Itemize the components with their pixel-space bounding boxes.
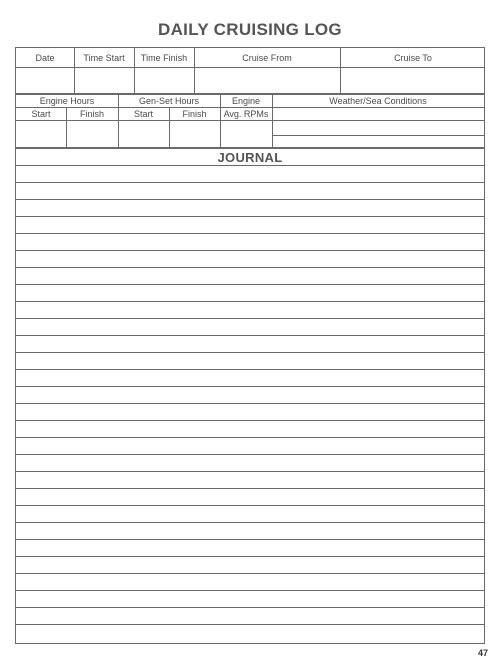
journal-line	[16, 318, 484, 319]
time-finish-header: Time Finish	[140, 53, 188, 63]
journal-line	[16, 233, 484, 234]
page-number: 47	[477, 648, 488, 658]
journal-line	[16, 607, 484, 608]
page-title: DAILY CRUISING LOG	[158, 20, 342, 39]
genset-finish-header: Finish	[182, 109, 207, 119]
time-start-header: Time Start	[83, 53, 125, 63]
date-header: Date	[35, 53, 55, 63]
journal-line	[16, 165, 484, 166]
journal-line	[16, 267, 484, 268]
avg-rpms-header: Avg. RPMs	[223, 109, 269, 119]
engine-table-divider	[16, 120, 484, 121]
cruise-from-header: Cruise From	[242, 53, 292, 63]
journal-line	[16, 624, 484, 625]
cruise-info-divider	[16, 67, 484, 68]
gen-set-hours-header: Gen-Set Hours	[138, 96, 200, 106]
engine-start-header: Start	[31, 109, 51, 119]
engine-table-divider	[16, 107, 484, 108]
weather-header: Weather/Sea Conditions	[329, 96, 427, 106]
journal-line	[16, 488, 484, 489]
engine-finish-header: Finish	[79, 109, 104, 119]
journal-line	[16, 301, 484, 302]
journal-line	[16, 335, 484, 336]
journal-line	[16, 403, 484, 404]
engine-table	[15, 94, 485, 148]
journal-line	[16, 590, 484, 591]
engine-hours-header: Engine Hours	[39, 96, 95, 106]
journal-line	[16, 386, 484, 387]
journal-line	[16, 182, 484, 183]
journal-title: JOURNAL	[217, 150, 283, 165]
engine-header: Engine	[231, 96, 261, 106]
cruise-to-header: Cruise To	[394, 53, 432, 63]
journal-line	[16, 369, 484, 370]
journal-line	[16, 522, 484, 523]
journal-line	[16, 250, 484, 251]
journal-line	[16, 573, 484, 574]
journal-line	[16, 420, 484, 421]
journal-line	[16, 471, 484, 472]
journal-area	[15, 148, 485, 644]
journal-line	[16, 505, 484, 506]
weather-line	[272, 135, 484, 136]
journal-line	[16, 556, 484, 557]
journal-line	[16, 199, 484, 200]
journal-line	[16, 539, 484, 540]
journal-line	[16, 216, 484, 217]
journal-line	[16, 454, 484, 455]
journal-line	[16, 284, 484, 285]
journal-line	[16, 437, 484, 438]
cruise-info-table	[15, 47, 485, 94]
journal-line	[16, 352, 484, 353]
genset-start-header: Start	[133, 109, 153, 119]
